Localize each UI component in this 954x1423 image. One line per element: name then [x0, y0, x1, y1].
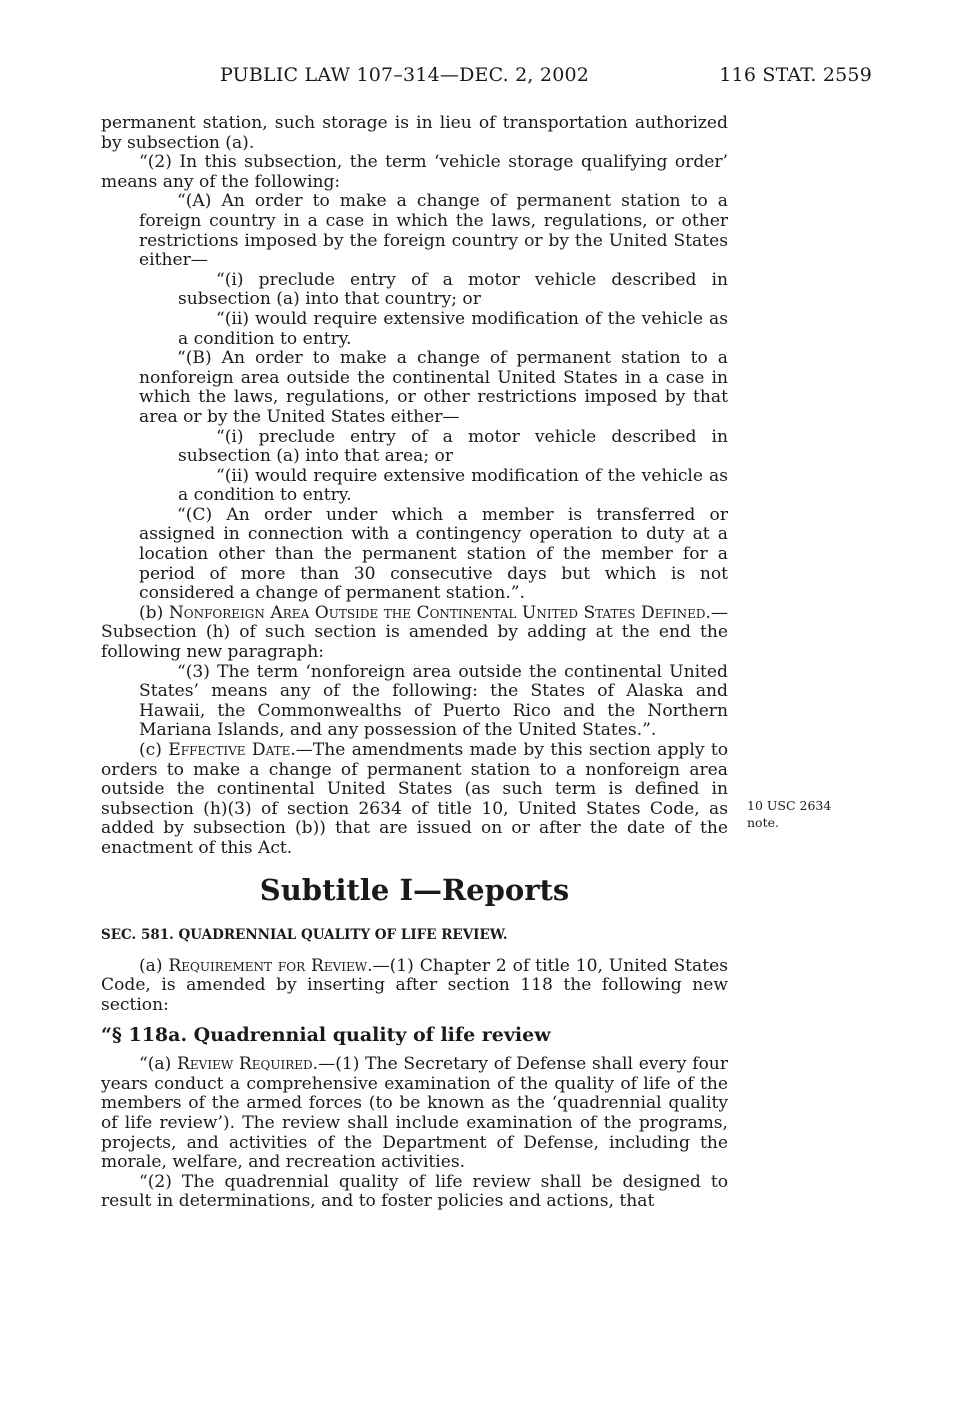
stat-page-number: 116 STAT. 2559 — [719, 64, 872, 86]
paragraph-requirement-for-review — [101, 957, 728, 1016]
document-body — [101, 114, 728, 1212]
paragraph-c-effective-date — [101, 741, 728, 859]
paragraph-c-heading: Effective Date. — [168, 740, 296, 760]
paragraph-c-body: —The amendments made by this section apply to orders to make a change of permanent station to a nonforeign area outside the continental United States (as such term is defined in subsection (h)(3) of section 2634 of title 10, United States Code, as added by subsection (b)) that are issued on or after the date of the enactment of this Act. — [101, 740, 728, 858]
paragraph-review-required — [101, 1055, 728, 1173]
paragraph-A-ii: “(ii) would require extensive modification of the vehicle as a condition to entry. — [178, 308, 728, 349]
paragraph-review-2: “(2) The quadrennial quality of life review shall be designed to result in determinations, and to foster policies and actions, that — [101, 1171, 728, 1212]
paragraph-B: “(B) An order to make a change of permanent station to a nonforeign area outside the continental United States in a case in which the laws, regulations, or other restrictions imposed by that area or by the United States either— — [139, 348, 728, 427]
margin-note-label: note. — [747, 815, 779, 830]
req-body: —(1) Chapter 2 of title 10, United States Code, is amended by inserting after section 118 the following new section: — [101, 955, 728, 1015]
paragraph-c-lead: (c) — [139, 740, 169, 760]
section-581-heading: SEC. 581. QUADRENNIAL QUALITY OF LIFE REVIEW. — [101, 927, 508, 944]
req-heading: Requirement for Review. — [168, 955, 373, 976]
req-lead: (a) — [139, 955, 169, 976]
subtitle-heading: Subtitle I—Reports — [259, 872, 570, 907]
paragraph-b-heading: Nonforeign Area Outside the Continental United States Defined. — [168, 602, 711, 623]
paragraph-A: “(A) An order to make a change of permanent station to a foreign country in a case in which the laws, regulations, or other restrictions imposed by the foreign country or by the United States either— — [139, 191, 728, 271]
paragraph-b-nonforeign — [101, 604, 728, 663]
review-heading: Review Required. — [177, 1054, 319, 1075]
margin-note-citation: 10 USC 2634 — [747, 798, 832, 813]
page-header — [220, 64, 872, 94]
review-body: —(1) The Secretary of Defense shall every four years conduct a comprehensive examination of the quality of life of the members of the armed forces (to be known as the ‘quadrennial quality of life review’). The review shall include examination of the programs, projects, and activities of the Department of Defense, including the morale, welfare, and recreation activities. — [101, 1054, 728, 1173]
margin-note — [747, 797, 831, 831]
paragraph-definition-2: “(2) In this subsection, the term ‘vehicle storage qualifying order’ means any of the following: — [101, 152, 728, 192]
review-lead: “(a) — [139, 1054, 178, 1075]
paragraph-B-ii: “(ii) would require extensive modification of the vehicle as a condition to entry. — [178, 465, 728, 506]
paragraph-b-body: —Subsection (h) of such section is amended by adding at the end the following new paragraph: — [101, 602, 728, 663]
paragraph-continuation: permanent station, such storage is in lieu of transportation authorized by subsection (a). — [101, 113, 728, 153]
section-118a-title: “§ 118a. Quadrennial quality of life review — [101, 1023, 551, 1046]
paragraph-b-lead: (b) — [139, 602, 169, 623]
running-head-title: PUBLIC LAW 107–314—DEC. 2, 2002 — [220, 64, 590, 86]
paragraph-3-definition: “(3) The term ‘nonforeign area outside the continental United States’ means any of the following: the States of Alaska and Hawaii, the Commonwealths of Puerto Rico and the Northern Mariana Islands, and any possession of the United States.”. — [139, 661, 728, 741]
paragraph-B-i: “(i) preclude entry of a motor vehicle described in subsection (a) into that area; or — [178, 426, 728, 467]
paragraph-A-i: “(i) preclude entry of a motor vehicle described in subsection (a) into that country; or — [178, 269, 728, 310]
paragraph-C: “(C) An order under which a member is transferred or assigned in connection with a contingency operation to duty at a location other than the permanent station of the member for a period of more than 30 consecutive days but which is not considered a change of permanent station.”. — [139, 504, 728, 604]
